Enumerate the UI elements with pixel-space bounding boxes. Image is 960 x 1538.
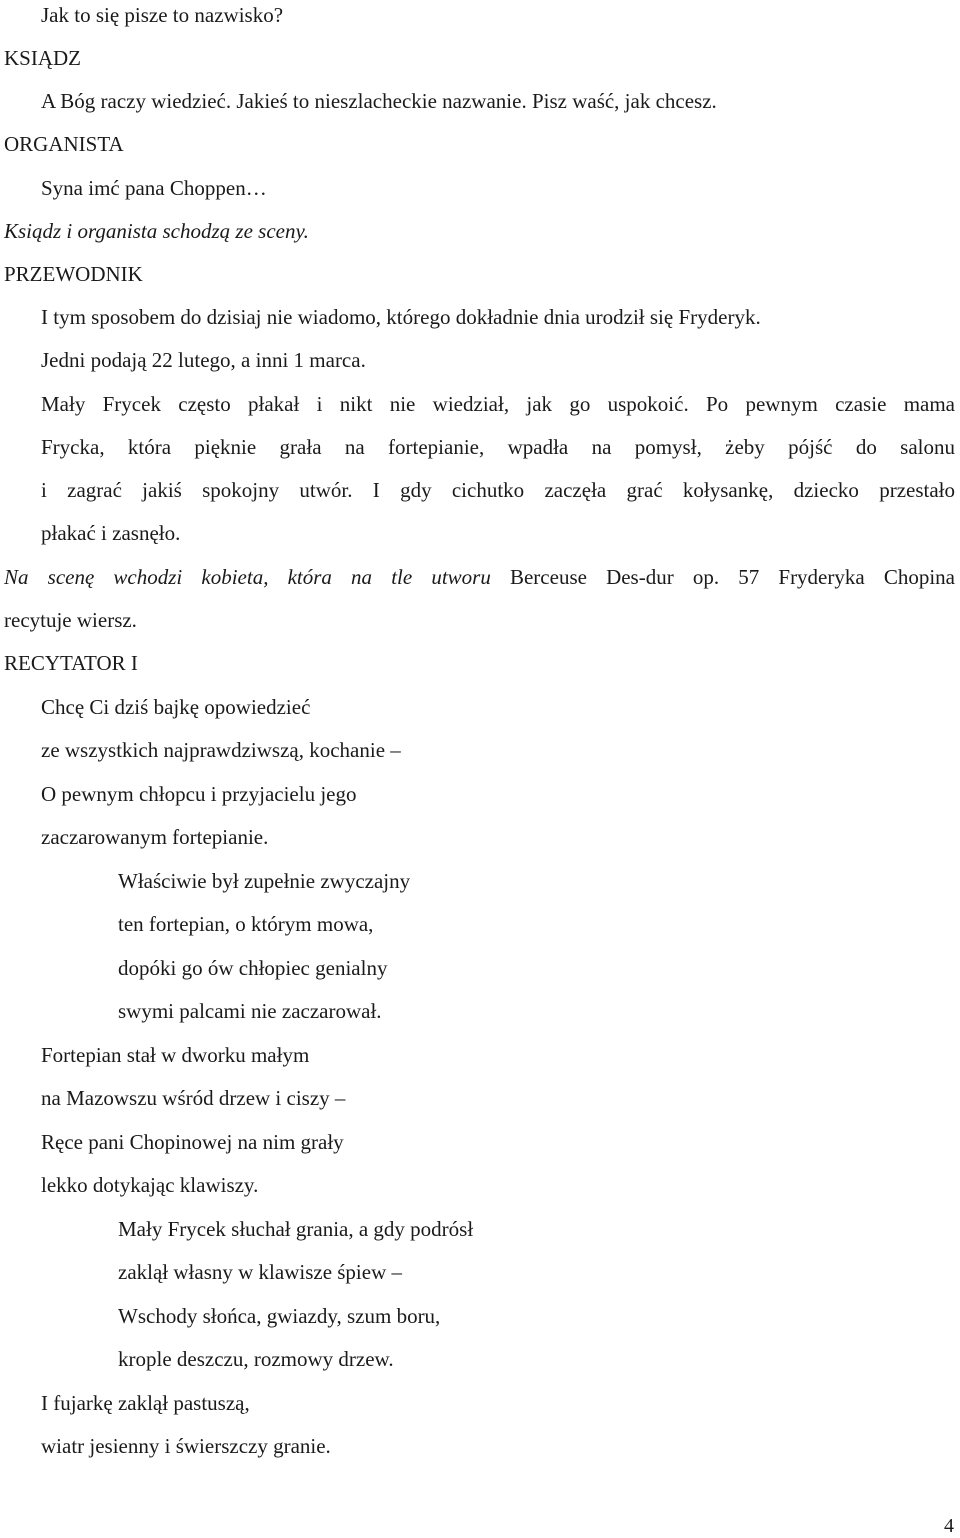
verse-line: zaczarowanym fortepianie.	[41, 825, 269, 849]
verse-line: zaklął własny w klawisze śpiew –	[118, 1260, 403, 1284]
dialogue-line: Jedni podają 22 lutego, a inni 1 marca.	[41, 348, 366, 372]
dialogue-line: Jak to się pisze to nazwisko?	[41, 3, 284, 27]
music-title: Berceuse Des-dur op. 57 Fryderyka Chopina	[490, 565, 955, 589]
verse-line: O pewnym chłopcu i przyjacielu jego	[41, 782, 357, 806]
speaker-name: PRZEWODNIK	[4, 262, 143, 286]
page-number: 4	[944, 1515, 954, 1537]
verse-line: krople deszczu, rozmowy drzew.	[118, 1347, 394, 1371]
stage-direction-italic: Na scenę wchodzi kobieta, która na tle utworu	[4, 565, 491, 589]
dialogue-line: Frycka, która pięknie grała na fortepianie, wpadła na pomysł, żeby pójść do salonu	[41, 435, 955, 459]
verse-line: Chcę Ci dziś bajkę opowiedzieć	[41, 695, 311, 719]
speaker-name: ORGANISTA	[4, 132, 124, 156]
verse-line: ten fortepian, o którym mowa,	[118, 912, 374, 936]
verse-line: na Mazowszu wśród drzew i ciszy –	[41, 1086, 346, 1110]
verse-line: lekko dotykając klawiszy.	[41, 1173, 259, 1197]
verse-line: wiatr jesienny i świerszczy granie.	[41, 1434, 331, 1458]
verse-line: Fortepian stał w dworku małym	[41, 1043, 310, 1067]
dialogue-line: I tym sposobem do dzisiaj nie wiadomo, którego dokładnie dnia urodził się Fryderyk.	[41, 305, 761, 329]
speaker-name: RECYTATOR I	[4, 651, 138, 675]
verse-line: ze wszystkich najprawdziwszą, kochanie –	[41, 738, 401, 762]
verse-line: Wschody słońca, gwiazdy, szum boru,	[118, 1304, 441, 1328]
dialogue-line: A Bóg raczy wiedzieć. Jakieś to nieszlacheckie nazwanie. Pisz waść, jak chcesz.	[41, 89, 717, 113]
speaker-name: KSIĄDZ	[4, 46, 81, 70]
dialogue-line: Syna imć pana Choppen…	[41, 176, 267, 200]
dialogue-line: płakać i zasnęło.	[41, 521, 181, 545]
verse-line: I fujarkę zaklął pastuszą,	[41, 1391, 250, 1415]
verse-line: Właściwie był zupełnie zwyczajny	[118, 869, 411, 893]
dialogue-line: i zagrać jakiś spokojny utwór. I gdy cichutko zaczęła grać kołysankę, dziecko przestało	[41, 478, 955, 502]
verse-line: dopóki go ów chłopiec genialny	[118, 956, 388, 980]
verse-line: swymi palcami nie zaczarował.	[118, 999, 382, 1023]
stage-direction-cont: recytuje wiersz.	[4, 608, 137, 632]
verse-line: Mały Frycek słuchał grania, a gdy podrósł	[118, 1217, 474, 1241]
verse-line: Ręce pani Chopinowej na nim grały	[41, 1130, 344, 1154]
stage-direction	[4, 564, 955, 590]
stage-direction: Ksiądz i organista schodzą ze sceny.	[4, 219, 309, 243]
dialogue-line: Mały Frycek często płakał i nikt nie wiedział, jak go uspokoić. Po pewnym czasie mama	[41, 392, 955, 416]
